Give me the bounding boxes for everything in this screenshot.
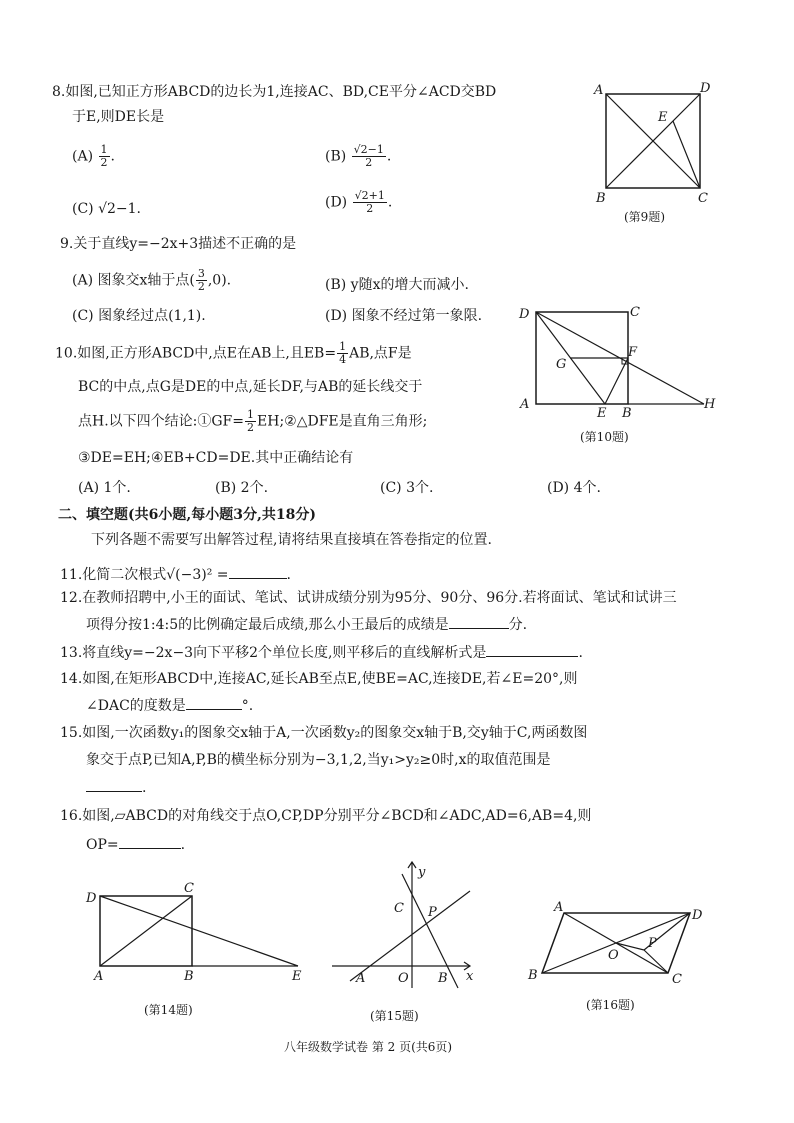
- fig10-caption: (第10题): [580, 430, 629, 444]
- fig16-caption: (第16题): [586, 998, 635, 1012]
- fig9-label-a: A: [594, 83, 604, 98]
- fig9-segment-ce: [673, 121, 700, 188]
- q9-number: 9.: [60, 236, 74, 252]
- q9-a-post: ,0).: [207, 272, 232, 289]
- q12-answer-blank: [449, 614, 509, 629]
- q9-stem: [60, 234, 296, 254]
- fig15-line-y1: [350, 891, 470, 981]
- fig10-label-a: A: [520, 397, 530, 412]
- q8-option-c-label: (C): [72, 201, 94, 217]
- q10-option-a: (A) 1个.: [78, 480, 131, 496]
- q8-option-d-fraction: [353, 190, 387, 215]
- q11-text: 化简二次根式√(−3)² =: [82, 567, 229, 583]
- q8-d-tail: .: [387, 194, 393, 211]
- q15-text-line1: 如图,一次函数y₁的图象交x轴于A,一次函数y₂的图象交x轴于B,交y轴于C,两函数图: [82, 725, 588, 741]
- figure-14: [78, 876, 310, 1026]
- q14-answer-blank: [186, 695, 242, 710]
- fig9-label-b: B: [596, 191, 606, 206]
- fig16-label-b: B: [528, 968, 538, 983]
- fig16-segment-op: [616, 943, 644, 950]
- q16-number: 16.: [60, 808, 83, 824]
- q8-line1: [52, 82, 496, 102]
- figure-15: [328, 856, 488, 1028]
- fig15-label-c: C: [394, 901, 404, 916]
- q8-option-c: [72, 199, 141, 219]
- q10-l1-fraction: [337, 341, 348, 366]
- q11-tail: .: [286, 567, 291, 583]
- fig15-label-y: y: [418, 865, 426, 880]
- q13-number: 13.: [60, 645, 83, 661]
- q8-option-a-label: (A): [72, 148, 94, 165]
- q8-a-numerator: 1: [100, 143, 108, 156]
- q10-l3-post: EH;②△DFE是直角三角形;: [257, 413, 428, 430]
- fig15-label-b: B: [438, 971, 448, 986]
- fig15-label-x: x: [466, 969, 474, 984]
- q16-line1: [60, 806, 591, 826]
- q15-line3: [86, 777, 146, 798]
- q9-a-denominator: 2: [197, 280, 205, 293]
- fig10-label-h: H: [704, 397, 716, 412]
- section2-instructions: 下列各题不需要写出解答过程,请将结果直接填在答卷指定的位置.: [91, 532, 492, 548]
- q14-line2: [86, 695, 253, 716]
- q8-stem-line2: 于E,则DE长是: [72, 109, 165, 125]
- q16-line2: [86, 834, 185, 855]
- section2-title: 二、填空题(共6小题,每小题3分,共18分): [58, 507, 316, 523]
- q8-option-b-label: (B): [325, 148, 347, 165]
- q11: [60, 564, 291, 585]
- q9-a-fraction: [196, 268, 207, 293]
- fig14-label-a: A: [94, 969, 104, 984]
- q8-a-tail: .: [110, 148, 115, 165]
- q10-l1-numerator: 1: [339, 340, 347, 353]
- q13-tail: .: [578, 645, 583, 661]
- fig16-label-a: A: [554, 900, 564, 915]
- q12-line1: [60, 588, 677, 608]
- fig10-segment-ef: [605, 358, 628, 404]
- q8-b-tail: .: [386, 148, 392, 165]
- q14-text-line2: ∠DAC的度数是: [86, 698, 186, 714]
- fig15-caption: (第15题): [370, 1009, 419, 1023]
- q10-l3-pre: 点H.以下四个结论:①GF=: [78, 413, 245, 430]
- q9-option-b: (B) y随x的增大而减小.: [325, 277, 469, 293]
- q10-l1-post: AB,点F是: [349, 345, 412, 362]
- q10-number: 10.: [55, 345, 78, 362]
- q8-number: 8.: [52, 84, 66, 100]
- fig10-label-e: E: [597, 406, 607, 421]
- q16-tail: .: [180, 837, 186, 853]
- q10-l1-denominator: 4: [339, 353, 347, 366]
- q10-line1: [55, 341, 412, 366]
- fig16-label-c: C: [672, 972, 682, 987]
- q13: [60, 642, 583, 663]
- fig16-label-o: O: [608, 948, 619, 963]
- fig14-segment-de: [100, 896, 298, 966]
- fig15-label-o: O: [398, 971, 409, 986]
- figure-16: [524, 895, 720, 1021]
- q14-line1: [60, 669, 577, 689]
- page-footer: 八年级数学试卷 第 2 页(共6页): [284, 1040, 453, 1054]
- q8-d-numerator: √2+1: [354, 189, 385, 202]
- fig15-label-a: A: [356, 971, 366, 986]
- fig10-label-b: B: [622, 406, 632, 421]
- q13-answer-blank: [486, 642, 578, 657]
- q10-option-c: (C) 3个.: [380, 480, 434, 496]
- q15-tail: .: [142, 780, 147, 796]
- q15-line2: 象交于点P,已知A,P,B的横坐标分别为−3,1,2,当y₁>y₂≥0时,x的取值范围是: [86, 752, 551, 768]
- q8-b-denominator: 2: [365, 156, 373, 169]
- q8-option-a: [72, 144, 115, 169]
- q8-stem-line1: 如图,已知正方形ABCD的边长为1,连接AC、BD,CE平分∠ACD交BD: [65, 84, 497, 100]
- q15-number: 15.: [60, 725, 83, 741]
- q10-line3: [78, 409, 427, 434]
- q13-text: 将直线y=−2x−3向下平移2个单位长度,则平移后的直线解析式是: [82, 645, 487, 661]
- q9-a-numerator: 3: [197, 267, 205, 280]
- q10-line2: BC的中点,点G是DE的中点,延长DF,与AB的延长线交于: [78, 379, 423, 395]
- q8-option-d: [325, 190, 392, 215]
- fig15-line-y2: [402, 874, 458, 988]
- q10-option-d: (D) 4个.: [547, 480, 601, 496]
- fig16-label-p: P: [648, 936, 657, 951]
- q8-option-b: [325, 144, 391, 169]
- fig9-label-d: D: [700, 81, 711, 96]
- q12-number: 12.: [60, 590, 83, 606]
- q15-line1: [60, 723, 587, 743]
- q12-tail: 分.: [508, 617, 528, 633]
- fig16-label-d: D: [692, 908, 703, 923]
- q15-answer-blank: [86, 777, 142, 792]
- q8-a-denominator: 2: [100, 156, 108, 169]
- q9-stem-text: 关于直线y=−2x+3描述不正确的是: [73, 236, 297, 252]
- q9-option-a: [72, 268, 231, 293]
- q8-b-numerator: √2−1: [353, 143, 384, 156]
- q10-l3-numerator: 1: [247, 408, 255, 421]
- fig10-label-f: F: [628, 345, 638, 360]
- fig10-label-g: G: [556, 357, 567, 372]
- q8-option-d-label: (D): [325, 194, 348, 211]
- q12-text-line1: 在教师招聘中,小王的面试、笔试、试讲成绩分别为95分、90分、96分.若将面试、笔试和试讲三: [82, 590, 677, 606]
- fig15-label-p: P: [428, 905, 437, 920]
- q11-answer-blank: [229, 564, 287, 579]
- fig14-diagonal-ac: [100, 896, 192, 966]
- q8-option-c-value: √2−1.: [98, 201, 142, 217]
- q11-number: 11.: [60, 567, 83, 583]
- q9-option-c: (C) 图象经过点(1,1).: [72, 308, 206, 324]
- q9-option-d: (D) 图象不经过第一象限.: [325, 308, 483, 324]
- q8-d-denominator: 2: [366, 202, 374, 215]
- fig10-label-c: C: [630, 305, 640, 320]
- q8-option-a-fraction: [99, 144, 110, 169]
- q16-text-line2: OP=: [86, 837, 119, 853]
- q10-option-b: (B) 2个.: [215, 480, 269, 496]
- q12-line2: [86, 614, 527, 635]
- figure-9: [588, 78, 718, 226]
- fig14-caption: (第14题): [144, 1003, 193, 1017]
- fig14-label-e: E: [292, 969, 302, 984]
- fig9-label-e: E: [658, 110, 668, 125]
- q12-text-line2: 项得分按1:4:5的比例确定最后成绩,那么小王最后的成绩是: [86, 617, 449, 633]
- fig9-caption: (第9题): [624, 210, 665, 224]
- q16-text-line1: 如图,▱ABCD的对角线交于点O,CP,DP分别平分∠BCD和∠ADC,AD=6,AB=4,则: [82, 808, 592, 824]
- q10-line4: ③DE=EH;④EB+CD=DE.其中正确结论有: [78, 450, 354, 466]
- q9-a-pre: (A) 图象交x轴于点(: [72, 272, 195, 289]
- q16-answer-blank: [119, 834, 181, 849]
- q8-option-b-fraction: [352, 144, 386, 169]
- fig9-label-c: C: [698, 191, 708, 206]
- q10-l1-pre: 如图,正方形ABCD中,点E在AB上,且EB=: [77, 345, 337, 362]
- q10-l3-denominator: 2: [247, 421, 255, 434]
- fig14-label-c: C: [184, 881, 194, 896]
- q10-l3-fraction: [245, 409, 256, 434]
- q14-tail: °.: [241, 698, 254, 714]
- fig14-label-d: D: [86, 891, 97, 906]
- fig10-label-d: D: [519, 307, 530, 322]
- fig14-label-b: B: [184, 969, 194, 984]
- q14-number: 14.: [60, 671, 83, 687]
- q14-text-line1: 如图,在矩形ABCD中,连接AC,延长AB至点E,使BE=AC,连接DE,若∠E=20°,则: [82, 671, 578, 687]
- figure-10: [514, 300, 724, 450]
